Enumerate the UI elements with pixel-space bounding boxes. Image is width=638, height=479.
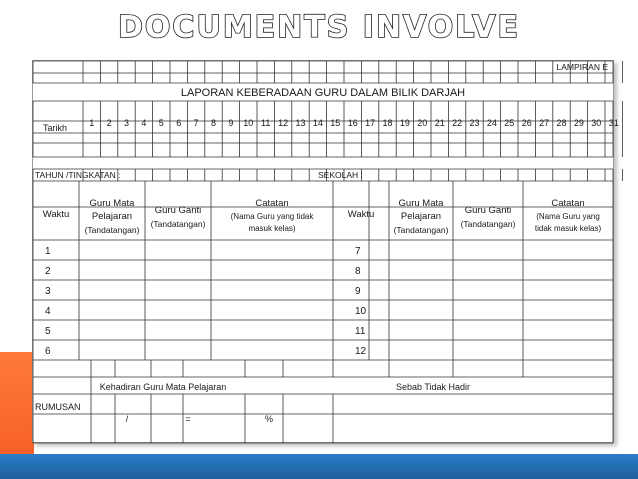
form-document: [32, 60, 619, 443]
day-number: 28: [556, 118, 567, 128]
day-number: 6: [176, 118, 182, 128]
tahun-label: TAHUN /TINGKATAN :: [35, 170, 121, 180]
day-number: 26: [521, 118, 532, 128]
catatan-note: masuk kelas): [248, 224, 296, 233]
tandatangan-label: (Tandatangan): [150, 219, 206, 229]
day-number: 5: [158, 118, 164, 128]
day-number: 20: [417, 118, 428, 128]
form-title: LAPORAN KEBERADAAN GURU DALAM BILIK DARJAH: [180, 87, 466, 99]
period-number: 4: [45, 306, 51, 317]
sebab-label: Sebab Tidak Hadir: [395, 382, 471, 392]
blue-footer-bar: [0, 454, 638, 479]
slash-symbol: /: [125, 414, 129, 424]
catatan-note: tidak masuk kelas): [534, 224, 602, 233]
guru-mata-header: Pelajaran: [91, 211, 133, 222]
equals-symbol: =: [185, 414, 191, 424]
day-number: 13: [295, 118, 306, 128]
day-number: 1: [89, 118, 95, 128]
period-number: 9: [355, 286, 361, 297]
day-number: 11: [261, 118, 271, 128]
percent-symbol: %: [264, 414, 274, 424]
day-number: 10: [243, 118, 254, 128]
tandatangan-label: (Tandatangan): [460, 219, 516, 229]
period-number: 7: [355, 246, 361, 257]
period-number: 8: [355, 266, 361, 277]
period-number: 2: [45, 266, 51, 277]
rumusan-label: RUMUSAN: [35, 402, 81, 412]
form-grid: [33, 61, 619, 444]
day-number: 31: [608, 118, 619, 128]
day-number: 25: [504, 118, 515, 128]
period-number: 6: [45, 346, 51, 357]
day-number: 15: [330, 118, 341, 128]
period-number: 1: [45, 246, 51, 257]
day-number: 30: [591, 118, 602, 128]
catatan-header: Catatan: [551, 198, 585, 209]
day-number: 16: [347, 118, 358, 128]
waktu-header: Waktu: [42, 209, 70, 220]
period-number: 12: [355, 346, 367, 357]
day-number: 22: [452, 118, 463, 128]
day-number: 17: [365, 118, 376, 128]
day-number: 12: [278, 118, 289, 128]
guru-mata-header: Guru Mata: [89, 198, 135, 209]
day-number: 14: [312, 118, 323, 128]
day-number: 29: [573, 118, 584, 128]
day-number: 19: [399, 118, 410, 128]
lampiran-label: LAMPIRAN E: [556, 62, 608, 72]
day-number: 27: [539, 118, 550, 128]
day-number: 7: [193, 118, 199, 128]
guru-mata-header: Pelajaran: [400, 211, 442, 222]
catatan-note: (Nama Guru yang tidak: [230, 212, 314, 221]
kehadiran-label: Kehadiran Guru Mata Pelajaran: [99, 382, 227, 392]
catatan-header: Catatan: [255, 198, 289, 209]
day-number: 21: [434, 118, 445, 128]
day-number: 23: [469, 118, 480, 128]
period-number: 10: [355, 306, 367, 317]
day-number: 2: [106, 118, 112, 128]
guru-ganti-header: Guru Ganti: [464, 205, 512, 216]
day-number: 18: [382, 118, 393, 128]
day-number: 9: [228, 118, 234, 128]
date-label: Tarikh: [42, 123, 68, 133]
day-number: 4: [141, 118, 147, 128]
tandatangan-label: (Tandatangan): [393, 225, 449, 235]
day-number: 3: [123, 118, 130, 128]
waktu-header: Waktu: [347, 209, 375, 220]
slide-title: DOCUMENTS INVOLVE: [118, 10, 520, 45]
period-number: 3: [45, 286, 51, 297]
tandatangan-label: (Tandatangan): [84, 225, 140, 235]
catatan-note: (Nama Guru yang: [536, 212, 600, 221]
guru-ganti-header: Guru Ganti: [154, 205, 202, 216]
sekolah-label: SEKOLAH :: [318, 170, 363, 180]
period-number: 5: [45, 326, 51, 337]
day-number: 8: [210, 118, 217, 128]
guru-mata-header: Guru Mata: [398, 198, 444, 209]
period-number: 11: [355, 326, 366, 337]
day-number: 24: [486, 118, 497, 128]
